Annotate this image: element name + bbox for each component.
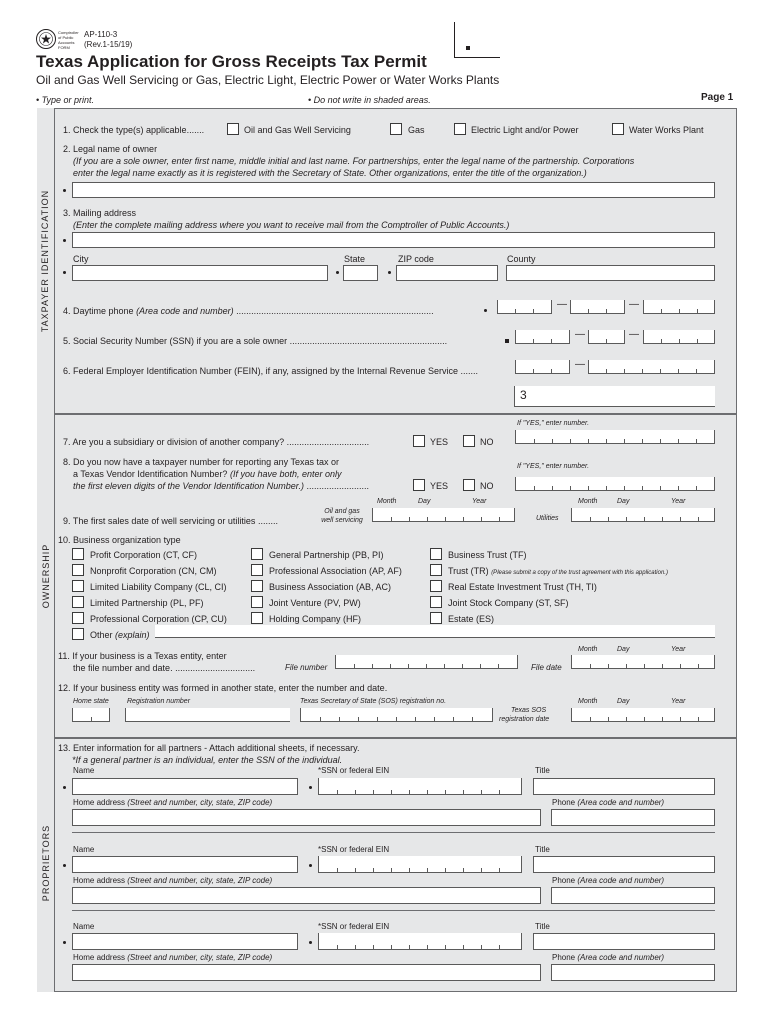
checkbox-other[interactable] xyxy=(72,628,84,640)
q6-label xyxy=(63,366,478,377)
state-input[interactable] xyxy=(343,265,378,281)
partner1-ssn-label: *SSN or federal EIN xyxy=(318,766,390,775)
ownership-section-label: OWNERSHIP xyxy=(41,543,51,609)
checkbox-gas[interactable] xyxy=(390,123,402,135)
q6-dots: ....... xyxy=(460,366,479,376)
required-bullet xyxy=(309,786,312,789)
q9-oilgas-line2: well servicing xyxy=(321,517,363,524)
option-reit: Real Estate Investment Trust (TH, TI) xyxy=(448,582,597,592)
partner1-address-help: (Street and number, city, state, ZIP code) xyxy=(127,798,273,807)
dash-separator: — xyxy=(629,329,639,340)
option-trust-text: Trust (TR) xyxy=(448,566,489,576)
required-bullet xyxy=(309,864,312,867)
q9-dots: ........ xyxy=(257,516,278,526)
sos-date-label xyxy=(499,706,549,724)
required-bullet xyxy=(388,271,391,274)
ssn-part2-input[interactable] xyxy=(588,330,625,344)
option-nonprofit-corporation: Nonprofit Corporation (CN, CM) xyxy=(90,566,217,576)
other-explain-input[interactable] xyxy=(155,625,715,638)
q2-help-line1: (If you are a sole owner, enter first name, middle initial and last name. For partnerships, enter the legal name of the partnership. Corporations xyxy=(73,156,635,166)
checkbox-electric-light-power[interactable] xyxy=(454,123,466,135)
q8-yes-label: YES xyxy=(430,481,449,491)
checkbox-llc[interactable] xyxy=(72,580,84,592)
checkbox-oil-gas-well-servicing[interactable] xyxy=(227,123,239,135)
q12-year-header: Year xyxy=(671,698,686,705)
option-business-trust: Business Trust (TF) xyxy=(448,550,527,560)
office-use-marker xyxy=(466,46,470,50)
q8-dots: ......................... xyxy=(306,481,369,491)
q8-line2-help: (If you have both, enter only xyxy=(229,469,342,479)
sos-registration-number-input[interactable] xyxy=(300,708,493,722)
option-electric-light-power: Electric Light and/or Power xyxy=(471,125,579,135)
checkbox-professional-corporation[interactable] xyxy=(72,612,84,624)
q7-label xyxy=(63,437,369,448)
partner1-address-input[interactable] xyxy=(72,809,541,826)
partner2-address-help: (Street and number, city, state, ZIP code) xyxy=(127,876,273,885)
option-water-works-plant: Water Works Plant xyxy=(629,125,704,135)
option-professional-corporation: Professional Corporation (CP, CU) xyxy=(90,614,227,624)
parent-company-number-input[interactable] xyxy=(515,430,715,444)
file-date-input[interactable] xyxy=(571,655,715,669)
sos-registration-label: Texas Secretary of State (SOS) registration no. xyxy=(300,698,447,705)
partner3-phone-input[interactable] xyxy=(551,964,715,981)
q10-label: 10. Business organization type xyxy=(58,535,181,545)
partner3-address-help: (Street and number, city, state, ZIP code) xyxy=(127,953,273,962)
q12-day-header: Day xyxy=(617,698,630,705)
q8-line3-text: the first eleven digits of the Vendor Identification Number.) xyxy=(73,481,304,491)
option-llc: Limited Liability Company (CL, CI) xyxy=(90,582,227,592)
taxpayer-section-label: TAXPAYER IDENTIFICATION xyxy=(40,189,50,333)
checkbox-general-partnership[interactable] xyxy=(251,548,263,560)
q8-no-checkbox[interactable] xyxy=(463,479,475,491)
partner-divider xyxy=(72,832,715,833)
partner1-title-label: Title xyxy=(535,766,550,775)
partner1-name-label: Name xyxy=(73,766,95,775)
office-use-bracket xyxy=(454,22,500,58)
zip-label: ZIP code xyxy=(398,254,434,264)
office-use-prefill: 3 xyxy=(520,388,527,402)
checkbox-profit-corporation[interactable] xyxy=(72,548,84,560)
q7-no-label: NO xyxy=(480,437,494,447)
required-bullet xyxy=(63,271,66,274)
q12-month-header: Month xyxy=(578,698,598,705)
partner2-address-text: Home address xyxy=(73,876,126,885)
option-gas: Gas xyxy=(408,125,425,135)
fein-part1-input[interactable] xyxy=(515,360,570,374)
q2-label: 2. Legal name of owner xyxy=(63,144,158,154)
q8-note: If "YES," enter number. xyxy=(517,463,590,470)
q9-label-text: 9. The first sales date of well servicing or utilities xyxy=(63,516,256,526)
partner3-address-label xyxy=(73,953,272,963)
partner2-title-label: Title xyxy=(535,845,550,854)
sos-registration-date-input[interactable] xyxy=(571,708,715,722)
q4-help: (Area code and number) xyxy=(136,306,234,316)
q9-oilgas-line1: Oil and gas xyxy=(324,508,360,515)
checkbox-limited-partnership[interactable] xyxy=(72,596,84,608)
partner3-ssn-input[interactable] xyxy=(318,933,522,950)
option-other-text: Other xyxy=(90,630,113,640)
partner3-title-input[interactable] xyxy=(533,933,715,950)
phone-prefix-input[interactable] xyxy=(570,300,625,314)
q11-year-header: Year xyxy=(671,646,686,653)
checkbox-business-association[interactable] xyxy=(251,580,263,592)
q8-line1: 8. Do you now have a taxpayer number for reporting any Texas tax or xyxy=(63,457,339,467)
checkbox-holding-company[interactable] xyxy=(251,612,263,624)
shaded-area-note: • Do not write in shaded areas. xyxy=(308,95,431,105)
option-business-association: Business Association (AB, AC) xyxy=(269,582,392,592)
q3-label: 3. Mailing address xyxy=(63,208,137,218)
dash-separator: — xyxy=(575,359,585,370)
q7-no-checkbox[interactable] xyxy=(463,435,475,447)
q7-yes-checkbox[interactable] xyxy=(413,435,425,447)
partner2-phone-text: Phone xyxy=(552,876,576,885)
q9-year-header-2: Year xyxy=(671,498,686,505)
option-general-partnership: General Partnership (PB, PI) xyxy=(269,550,384,560)
q9-year-header-1: Year xyxy=(472,498,487,505)
partner2-address-input[interactable] xyxy=(72,887,541,904)
partner2-title-input[interactable] xyxy=(533,856,715,873)
option-professional-association: Professional Association (AP, AF) xyxy=(269,566,402,576)
q4-dots: ............................................................................... xyxy=(236,306,434,316)
proprietors-section-label: PROPRIETORS xyxy=(41,824,51,902)
county-input[interactable] xyxy=(506,265,715,281)
utilities-first-sales-date-input[interactable] xyxy=(571,508,715,522)
partner3-address-text: Home address xyxy=(73,953,126,962)
partner2-ssn-label: *SSN or federal EIN xyxy=(318,845,390,854)
sos-date-line1: Texas SOS xyxy=(511,707,547,714)
checkbox-business-trust[interactable] xyxy=(430,548,442,560)
q9-utilities-label: Utilities xyxy=(536,515,559,522)
q12-label: 12. If your business entity was formed in another state, enter the number and date. xyxy=(58,683,388,693)
q11-line2 xyxy=(73,663,255,674)
ssn-part1-input[interactable] xyxy=(515,330,570,344)
q1-label: 1. Check the type(s) applicable....... xyxy=(63,125,205,135)
city-label: City xyxy=(73,254,89,264)
partner1-phone-label xyxy=(552,798,664,808)
partner3-phone-help: (Area code and number) xyxy=(577,953,665,962)
partner1-name-input[interactable] xyxy=(72,778,298,795)
q8-yes-checkbox[interactable] xyxy=(413,479,425,491)
taxpayer-number-input[interactable] xyxy=(515,477,715,491)
partner1-phone-help: (Area code and number) xyxy=(577,798,665,807)
office-use-box xyxy=(514,386,715,407)
q5-dots: ............................................................... xyxy=(289,336,448,346)
registration-number-input[interactable] xyxy=(125,708,290,722)
partner3-name-label: Name xyxy=(73,922,95,931)
county-label: County xyxy=(507,254,536,264)
file-date-label: File date xyxy=(531,663,562,672)
q11-dots: ................................ xyxy=(175,663,256,673)
checkbox-joint-venture[interactable] xyxy=(251,596,263,608)
q9-month-header-2: Month xyxy=(578,498,598,505)
partner1-phone-text: Phone xyxy=(552,798,576,807)
partner1-ssn-input[interactable] xyxy=(318,778,522,795)
required-bullet xyxy=(63,786,66,789)
q7-yes-label: YES xyxy=(430,437,449,447)
q4-label xyxy=(63,306,434,317)
page-number: Page 1 xyxy=(701,92,734,103)
q11-day-header: Day xyxy=(617,646,630,653)
option-holding-company: Holding Company (HF) xyxy=(269,614,362,624)
dash-separator: — xyxy=(557,299,567,310)
partner3-name-input[interactable] xyxy=(72,933,298,950)
q9-oilgas-label xyxy=(313,507,371,525)
q9-label xyxy=(63,516,278,527)
required-bullet xyxy=(63,239,66,242)
home-state-label: Home state xyxy=(73,698,109,705)
option-estate: Estate (ES) xyxy=(448,614,495,624)
partner2-phone-help: (Area code and number) xyxy=(577,876,665,885)
partner2-phone-label xyxy=(552,876,664,886)
dash-separator: — xyxy=(575,329,585,340)
checkbox-water-works-plant[interactable] xyxy=(612,123,624,135)
q11-month-header: Month xyxy=(578,646,598,653)
q9-month-header-1: Month xyxy=(377,498,397,505)
ssn-part3-input[interactable] xyxy=(643,330,715,344)
partner2-name-label: Name xyxy=(73,845,95,854)
form-revision: (Rev.1-15/19) xyxy=(84,40,133,49)
option-trust xyxy=(448,566,668,579)
q7-label-text: 7. Are you a subsidiary or division of another company? xyxy=(63,437,285,447)
form-subtitle: Oil and Gas Well Servicing or Gas, Electric Light, Electric Power or Water Works Plants xyxy=(36,73,500,87)
q7-dots: ................................. xyxy=(286,437,370,447)
option-profit-corporation: Profit Corporation (CT, CF) xyxy=(90,550,198,560)
file-number-input[interactable] xyxy=(335,655,518,669)
phone-line-input[interactable] xyxy=(643,300,715,314)
required-bullet xyxy=(336,271,339,274)
option-joint-stock-company: Joint Stock Company (ST, SF) xyxy=(448,598,569,608)
q5-label xyxy=(63,336,447,347)
q8-no-label: NO xyxy=(480,481,494,491)
q8-line2 xyxy=(73,469,342,480)
q11-line1: 11. If your business is a Texas entity, enter xyxy=(58,651,227,661)
checkbox-professional-association[interactable] xyxy=(251,564,263,576)
file-number-label: File number xyxy=(285,663,328,672)
partner1-address-text: Home address xyxy=(73,798,126,807)
partner2-phone-input[interactable] xyxy=(551,887,715,904)
q4-label-text: 4. Daytime phone xyxy=(63,306,134,316)
checkbox-reit[interactable] xyxy=(430,580,442,592)
checkbox-joint-stock-company[interactable] xyxy=(430,596,442,608)
option-other xyxy=(90,630,150,641)
q8-line2-text: a Texas Vendor Identification Number? xyxy=(73,469,228,479)
option-limited-partnership: Limited Partnership (PL, PF) xyxy=(90,598,204,608)
partner2-name-input[interactable] xyxy=(72,856,298,873)
partner1-title-input[interactable] xyxy=(533,778,715,795)
checkbox-estate[interactable] xyxy=(430,612,442,624)
option-joint-venture: Joint Venture (PV, PW) xyxy=(269,598,361,608)
mailing-address-input[interactable] xyxy=(72,232,715,248)
partner3-address-input[interactable] xyxy=(72,964,541,981)
q13-label: 13. Enter information for all partners - Attach additional sheets, if necessary. xyxy=(58,743,360,753)
partner-divider xyxy=(72,910,715,911)
city-input[interactable] xyxy=(72,265,328,281)
option-oil-gas-well-servicing: Oil and Gas Well Servicing xyxy=(244,125,351,135)
required-bullet xyxy=(309,941,312,944)
q8-line3 xyxy=(73,481,369,492)
q11-line2-text: the file number and date. xyxy=(73,663,173,673)
q9-day-header-2: Day xyxy=(617,498,630,505)
partner1-phone-input[interactable] xyxy=(551,809,715,826)
state-seal xyxy=(36,29,56,49)
partner3-ssn-label: *SSN or federal EIN xyxy=(318,922,390,931)
dash-separator: — xyxy=(629,299,639,310)
form-number: AP-110-3 xyxy=(84,30,118,39)
trust-agreement-note: (Please submit a copy of the trust agreement with this application.) xyxy=(491,570,668,576)
q6-label-text: 6. Federal Employer Identification Number (FEIN), if any, assigned by the Internal Revenue Service xyxy=(63,366,459,376)
registration-number-label: Registration number xyxy=(127,698,191,705)
state-label: State xyxy=(344,254,366,264)
required-bullet xyxy=(63,864,66,867)
q2-help-line2: enter the legal name exactly as it is registered with the Secretary of State. Other organizations, enter the title of the organization.) xyxy=(73,168,587,178)
option-other-help: (explain) xyxy=(115,630,150,640)
required-bullet xyxy=(63,189,66,192)
phone-area-code-input[interactable] xyxy=(497,300,552,314)
partner3-title-label: Title xyxy=(535,922,550,931)
legal-name-input[interactable] xyxy=(72,182,715,198)
q3-help: (Enter the complete mailing address where you want to receive mail from the Comptroller of Public Accounts.) xyxy=(73,220,510,230)
q7-note: If "YES," enter number. xyxy=(517,420,590,427)
q9-day-header-1: Day xyxy=(418,498,431,505)
sos-date-line2: registration date xyxy=(499,716,550,723)
required-bullet xyxy=(63,941,66,944)
partner1-address-label xyxy=(73,798,272,808)
partner3-phone-label xyxy=(552,953,664,963)
partner2-ssn-input[interactable] xyxy=(318,856,522,873)
form-title: Texas Application for Gross Receipts Tax Permit xyxy=(36,52,427,71)
zip-input[interactable] xyxy=(396,265,498,281)
q13-note: *If a general partner is an individual, enter the SSN of the individual. xyxy=(72,755,343,765)
required-bullet xyxy=(484,309,487,312)
partner3-phone-text: Phone xyxy=(552,953,576,962)
home-state-input[interactable] xyxy=(72,708,110,722)
type-or-print-note: • Type or print. xyxy=(36,95,95,105)
checkbox-trust[interactable] xyxy=(430,564,442,576)
fein-part2-input[interactable] xyxy=(588,360,715,374)
required-square xyxy=(505,339,509,343)
oilgas-first-sales-date-input[interactable] xyxy=(372,508,515,522)
checkbox-nonprofit-corporation[interactable] xyxy=(72,564,84,576)
q5-label-text: 5. Social Security Number (SSN) if you are a sole owner xyxy=(63,336,288,346)
seal-caption: Comptroller of Public Accounts FORM xyxy=(58,30,79,50)
partner2-address-label xyxy=(73,876,272,886)
